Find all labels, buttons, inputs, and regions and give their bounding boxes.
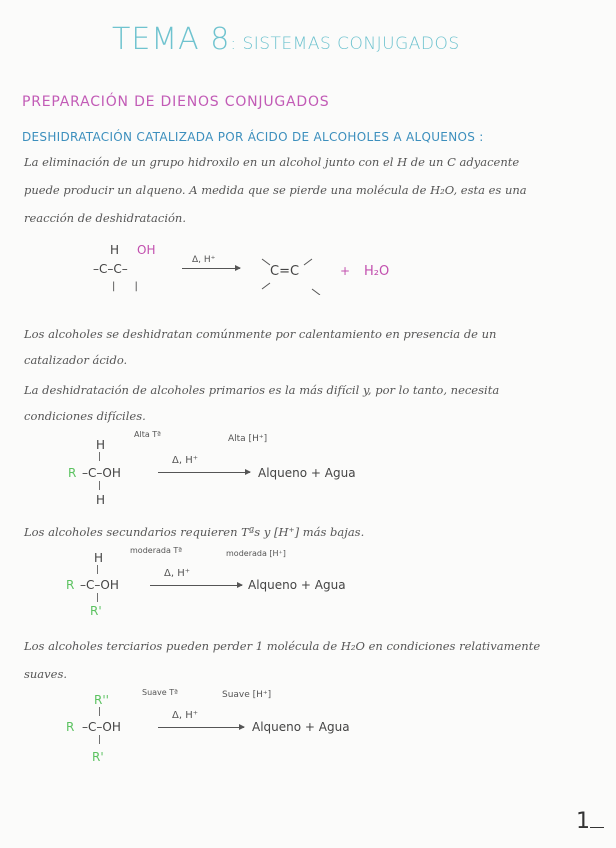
title-main: TEMA 8 (112, 22, 231, 57)
reaction-arrow (158, 472, 250, 473)
carbon-hydroxyl: –C–OH (80, 578, 119, 592)
r-group: R (66, 578, 75, 592)
paragraph-line: La eliminación de un grupo hidroxilo en un alcohol junto con el H de un C adyacente (24, 155, 520, 169)
section-heading: PREPARACIÓN DE DIENOS CONJUGADOS (22, 94, 330, 110)
paragraph-line: Los alcoholes secundarios requieren Tªs y [H⁺] más bajas. (24, 525, 365, 539)
temperature-note: Suave Tª (142, 688, 178, 697)
bond-stub: | (96, 593, 100, 603)
plus-sign: + (340, 264, 351, 278)
bond-stub: | (98, 481, 102, 491)
page-number: 1 (576, 809, 590, 834)
reaction-product: Alqueno + Agua (258, 466, 356, 480)
bond-stub: | (98, 452, 102, 462)
reaction-condition: Δ, H⁺ (172, 455, 198, 466)
hydrogen-label: H (110, 243, 120, 257)
hydrogen-top: H (96, 438, 106, 452)
water-product: H₂O (364, 264, 390, 279)
r-prime-group: R' (90, 604, 102, 618)
acid-note: Alta [H⁺] (228, 434, 268, 444)
alkene-bonds (258, 255, 324, 295)
reaction-product: Alqueno + Agua (248, 578, 346, 592)
reaction-condition: Δ, H⁺ (192, 255, 216, 265)
bond-stubs: | | (112, 281, 138, 292)
paragraph-line: condiciones difíciles. (24, 409, 146, 423)
reaction-arrow (150, 585, 242, 586)
carbon-chain: –C–C– (93, 262, 128, 276)
reaction-condition: Δ, H⁺ (172, 710, 198, 721)
page-title (112, 22, 460, 57)
r-group: R (66, 720, 75, 734)
hydrogen-top: H (94, 551, 104, 565)
reaction-arrow (182, 268, 240, 269)
r-prime-group: R' (92, 750, 104, 764)
reaction-product: Alqueno + Agua (252, 720, 350, 734)
paragraph-line: Los alcoholes terciarios pueden perder 1 molécula de H₂O en condiciones relativamente (24, 639, 541, 653)
subsection-heading: DESHIDRATACIÓN CATALIZADA POR ÁCIDO DE ALCOHOLES A ALQUENOS : (22, 130, 484, 144)
acid-note: moderada [H⁺] (226, 549, 286, 558)
bond-stub: | (96, 565, 100, 575)
bond-stub: | (98, 707, 102, 717)
alkene-product: C=C (270, 264, 300, 279)
hydroxyl-label: OH (137, 243, 156, 257)
r-group: R (68, 466, 77, 480)
paragraph-line: reacción de deshidratación. (24, 211, 186, 225)
reaction-arrow (158, 727, 244, 728)
bond-stub: | (98, 735, 102, 745)
paragraph-line: Los alcoholes se deshidratan comúnmente por calentamiento en presencia de un (24, 327, 497, 341)
temperature-note: moderada Tª (130, 546, 183, 555)
carbon-hydroxyl: –C–OH (82, 720, 121, 734)
r-double-prime-group: R'' (94, 693, 109, 707)
hydrogen-bottom: H (96, 493, 106, 507)
paragraph-line: catalizador ácido. (24, 353, 128, 367)
acid-note: Suave [H⁺] (222, 690, 272, 700)
paragraph-line: suaves. (24, 667, 68, 681)
carbon-hydroxyl: –C–OH (82, 466, 121, 480)
temperature-note: Alta Tª (134, 430, 161, 439)
reaction-condition: Δ, H⁺ (164, 568, 190, 579)
title-sub: : SISTEMAS CONJUGADOS (230, 34, 460, 54)
paragraph-line: La deshidratación de alcoholes primarios es la más difícil y, por lo tanto, necesita (24, 383, 500, 397)
paragraph-line: puede producir un alqueno. A medida que se pierde una molécula de H₂O, esta es una (24, 183, 527, 197)
